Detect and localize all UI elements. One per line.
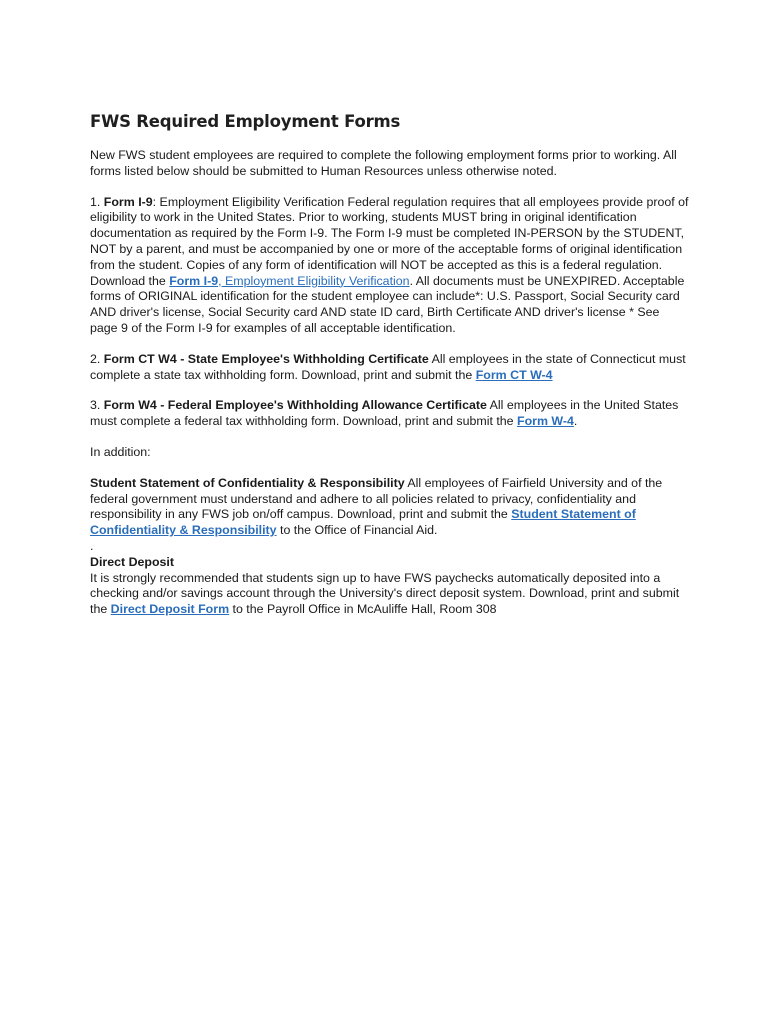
form-ct-w4-section: [90, 352, 690, 384]
i9-heading: Form I-9: [103, 194, 153, 209]
intro-paragraph: New FWS student employees are required to complete the following employment forms prior to working. All forms listed below should be submitted to Human Resources unless otherwise noted.: [90, 148, 677, 178]
ctw4-number: 2.: [90, 351, 104, 366]
w4-heading: Form W4 - Federal Employee's Withholding Allowance Certificate: [103, 398, 487, 413]
confidentiality-section: [90, 476, 690, 539]
direct-deposit-section: [90, 555, 690, 618]
page-title: FWS Required Employment Forms: [90, 112, 401, 131]
confidentiality-suffix: to the Office of Financial Aid.: [276, 523, 438, 538]
confidentiality-statement-link[interactable]: Student Statement of Confidentiality & Responsibility: [90, 507, 636, 538]
ctw4-body: All employees in the state of Connecticut must complete a state tax withholding form. Download, print and submit the: [90, 351, 686, 382]
form-ct-w4-link[interactable]: Form CT W-4: [475, 367, 553, 382]
direct-deposit-body: It is strongly recommended that students sign up to have FWS paychecks automatically deposited into a checking and/or savings account through the University's direct deposit system. Download, print and submit the: [90, 570, 680, 617]
form-i9-link-rest: , Employment Eligibility Verification: [218, 273, 410, 288]
form-w4-link[interactable]: Form W-4: [517, 414, 574, 429]
form-i9-link-bold: Form I-9: [169, 273, 219, 288]
i9-download-prefix: Download the: [90, 273, 170, 288]
form-i9-section: [90, 195, 690, 337]
i9-body: : Employment Eligibility Verification Federal regulation requires that all employees provide proof of eligibility to work in the United States. Prior to working, students MUST bring in original identification documentation as required by the Form I-9. The Form I-9 must be completed IN-PERSON by the STUDENT, NOT by a parent, and must be accompanied by one or more of the acceptable forms of original identification from the student. Copies of any form of identification will NOT be accepted as this is a federal regulation.: [90, 194, 689, 272]
w4-body: All employees in the United States must complete a federal tax withholding form. Download, print and submit the: [90, 398, 679, 429]
separator-dot: .: [90, 538, 94, 553]
form-w4-section: [90, 398, 690, 430]
i9-download-suffix: . All documents must be UNEXPIRED. Acceptable forms of ORIGINAL identification for the student employee can include*: U.S. Passport, Social Security card AND driver's license, Social Security card AND state ID card, Birth Certificate AND driver's license * See page 9 of the Form I-9 for examples of all acceptable identification.: [90, 273, 685, 335]
form-i9-link[interactable]: [169, 274, 409, 288]
w4-number: 3.: [90, 398, 104, 413]
ctw4-heading: Form CT W4 - State Employee's Withholding Certificate: [103, 351, 429, 366]
direct-deposit-suffix: to the Payroll Office in McAuliffe Hall, Room 308: [229, 602, 497, 617]
direct-deposit-form-link[interactable]: Direct Deposit Form: [110, 602, 230, 617]
direct-deposit-heading: Direct Deposit: [90, 554, 174, 569]
in-addition-label: In addition:: [90, 444, 151, 459]
i9-number: 1.: [90, 194, 104, 209]
w4-suffix: .: [573, 414, 578, 429]
confidentiality-body: All employees of Fairfield University and of the federal government must understand and adhere to all policies related to privacy, confidentiality and responsibility in any FWS job on/off campus. Download, print and submit the: [90, 475, 663, 522]
confidentiality-heading: Student Statement of Confidentiality & Responsibility: [90, 475, 405, 490]
document-content: [90, 112, 690, 618]
